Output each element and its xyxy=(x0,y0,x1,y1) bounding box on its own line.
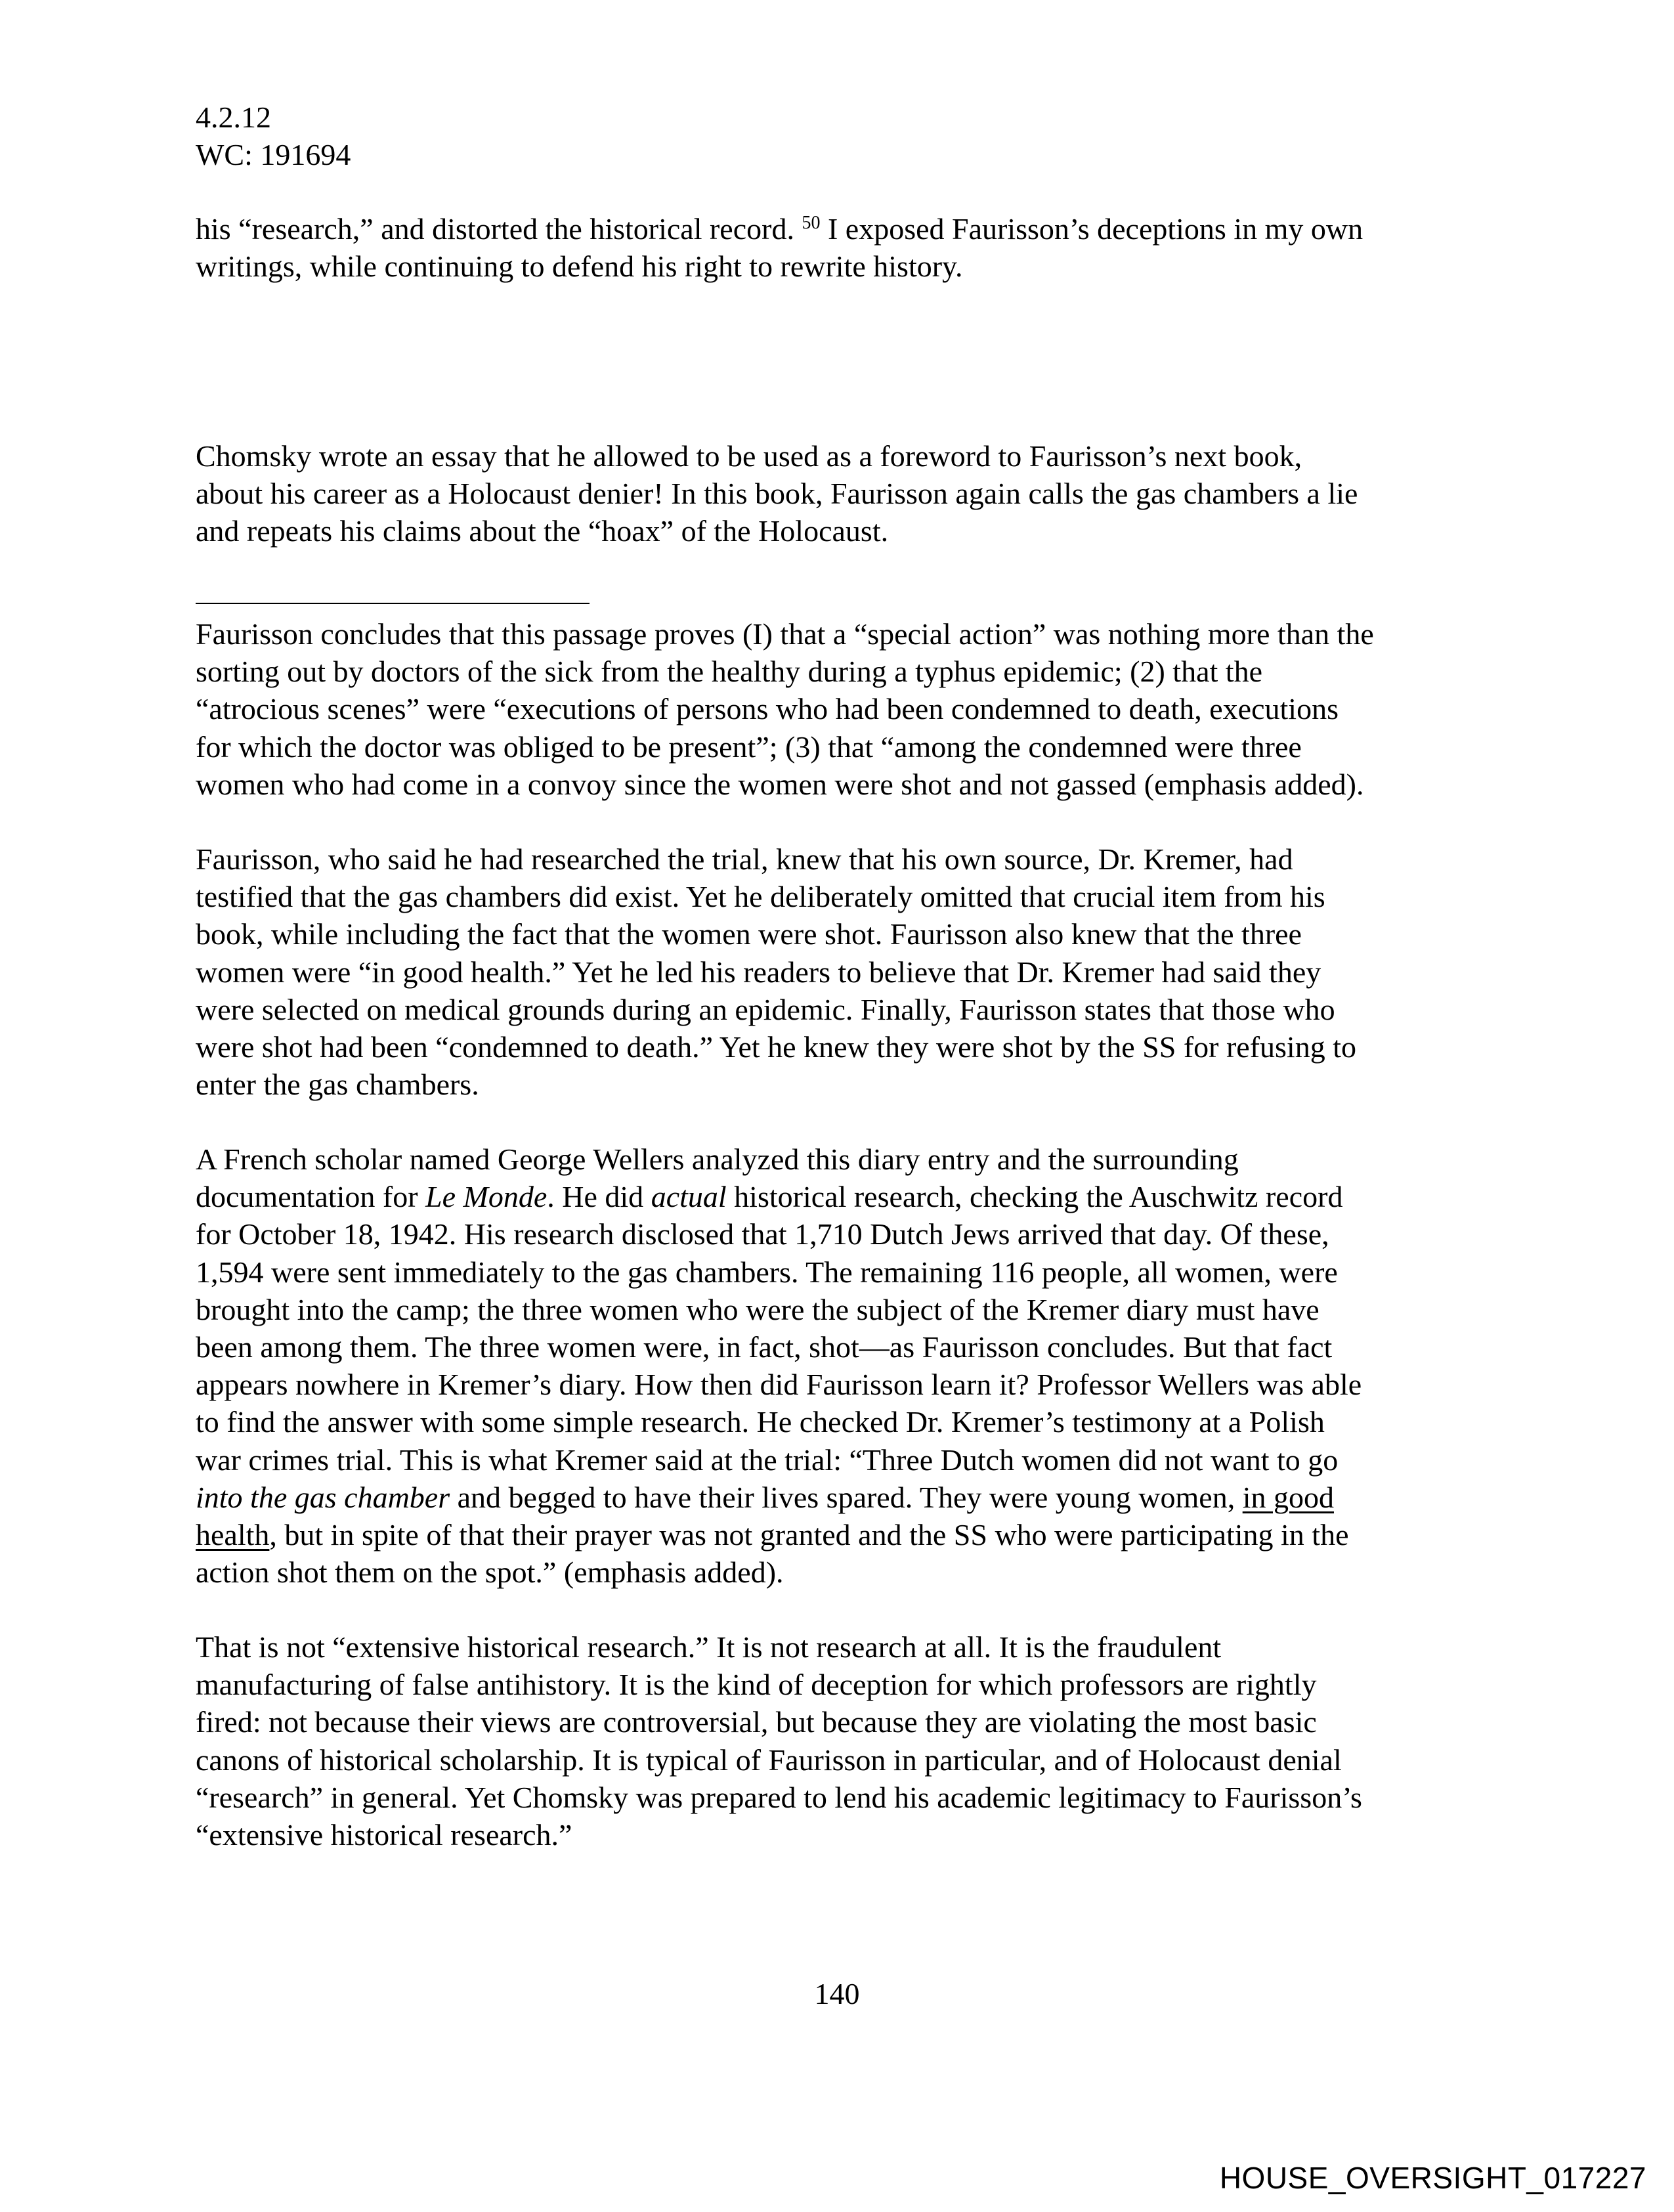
paragraph-faurisson-concludes xyxy=(196,615,1482,803)
footnote-separator xyxy=(196,603,590,604)
text-line xyxy=(196,210,1482,248)
text-line: “atrocious scenes” were “executions of persons who had been condemned to death, executions xyxy=(196,692,1339,726)
text-line: action shot them on the spot.” (emphasis added). xyxy=(196,1555,784,1590)
text-line: brought into the camp; the three women who were the subject of the Kremer diary must have xyxy=(196,1292,1320,1326)
text-line: appears nowhere in Kremer’s diary. How then did Faurisson learn it? Professor Wellers was able xyxy=(196,1368,1362,1402)
text-line: for which the doctor was obliged to be present”; (3) that “among the condemned were three xyxy=(196,729,1302,764)
text-line: were shot had been “condemned to death.” Yet he knew they were shot by the SS for refusing to xyxy=(196,1030,1356,1064)
text-line: canons of historical scholarship. It is typical of Faurisson in particular, and of Holocaust denial xyxy=(196,1743,1342,1777)
text-run: , but in spite of that their prayer was not granted and the SS who were participating in the xyxy=(269,1517,1349,1551)
text-line: writings, while continuing to defend his right to rewrite history. xyxy=(196,249,963,284)
text-line: fired: not because their views are controversial, but because they are violating the most basic xyxy=(196,1705,1317,1739)
text-line: to find the answer with some simple research. He checked Dr. Kremer’s testimony at a Polish xyxy=(196,1405,1325,1439)
text-line xyxy=(196,1516,1482,1553)
text-line xyxy=(196,1178,1482,1215)
footnote-ref-50: 50 xyxy=(802,213,821,233)
text-run: I exposed Faurisson’s deceptions in my own xyxy=(820,212,1363,246)
text-line: A French scholar named George Wellers analyzed this diary entry and the surrounding xyxy=(196,1142,1239,1176)
text-line: women were “in good health.” Yet he led his readers to believe that Dr. Kremer had said they xyxy=(196,955,1321,989)
text-line: and repeats his claims about the “hoax” of the Holocaust. xyxy=(196,514,889,548)
italic-into-the-gas-chamber: into the gas chamber xyxy=(196,1480,450,1514)
text-line: sorting out by doctors of the sick from the healthy during a typhus epidemic; (2) that the xyxy=(196,655,1262,689)
text-line: “extensive historical research.” xyxy=(196,1817,572,1852)
header-date: 4.2.12 xyxy=(196,100,271,134)
text-run: his “research,” and distorted the historical record. xyxy=(196,212,794,246)
text-line: Faurisson concludes that this passage proves (I) that a “special action” was nothing more than the xyxy=(196,617,1374,651)
text-line: “research” in general. Yet Chomsky was prepared to lend his academic legitimacy to Faurisson’s xyxy=(196,1780,1362,1814)
text-line: were selected on medical grounds during an epidemic. Finally, Faurisson states that those who xyxy=(196,992,1335,1026)
paragraph-continuation xyxy=(196,210,1482,285)
text-line: been among them. The three women were, in fact, shot—as Faurisson concludes. But that fact xyxy=(196,1330,1333,1364)
text-line: women who had come in a convoy since the women were shot and not gassed (emphasis added). xyxy=(196,767,1364,801)
text-line: book, while including the fact that the women were shot. Faurisson also knew that the three xyxy=(196,917,1302,951)
text-line: 1,594 were sent immediately to the gas chambers. The remaining 116 people, all women, were xyxy=(196,1255,1338,1289)
bates-number: HOUSE_OVERSIGHT_017227 xyxy=(1219,2161,1646,2195)
text-line: That is not “extensive historical research.” It is not research at all. It is the fraudulent xyxy=(196,1630,1222,1664)
text-run: documentation for xyxy=(196,1180,426,1214)
text-run: historical research, checking the Auschwitz record xyxy=(726,1180,1343,1214)
page-number: 140 xyxy=(814,1977,860,2010)
text-line: for October 18, 1942. His research disclosed that 1,710 Dutch Jews arrived that day. Of these, xyxy=(196,1217,1329,1251)
paragraph-chomsky-foreword xyxy=(196,437,1482,550)
paragraph-conclusion xyxy=(196,1628,1482,1854)
text-line: manufacturing of false antihistory. It is the kind of deception for which professors are rightly xyxy=(196,1668,1317,1702)
text-run: . He did xyxy=(547,1180,651,1214)
text-line: about his career as a Holocaust denier! In this book, Faurisson again calls the gas chambers a lie xyxy=(196,477,1358,511)
underlined-health: health xyxy=(196,1517,270,1551)
text-line: war crimes trial. This is what Kremer said at the trial: “Three Dutch women did not want to go xyxy=(196,1442,1339,1477)
header-word-count: WC: 191694 xyxy=(196,138,351,171)
text-line xyxy=(196,1479,1482,1516)
paragraph-wellers xyxy=(196,1140,1482,1591)
paragraph-faurisson-researched xyxy=(196,840,1482,1103)
text-line: enter the gas chambers. xyxy=(196,1068,479,1102)
italic-le-monde: Le Monde xyxy=(425,1180,547,1214)
text-line: testified that the gas chambers did exist. Yet he deliberately omitted that crucial item from his xyxy=(196,880,1325,914)
underlined-in-good: in good xyxy=(1242,1480,1334,1514)
text-line: Faurisson, who said he had researched the trial, knew that his own source, Dr. Kremer, had xyxy=(196,842,1293,876)
text-run: and begged to have their lives spared. They were young women, xyxy=(450,1480,1243,1514)
text-line: Chomsky wrote an essay that he allowed to be used as a foreword to Faurisson’s next book, xyxy=(196,439,1302,473)
italic-actual: actual xyxy=(651,1180,727,1214)
